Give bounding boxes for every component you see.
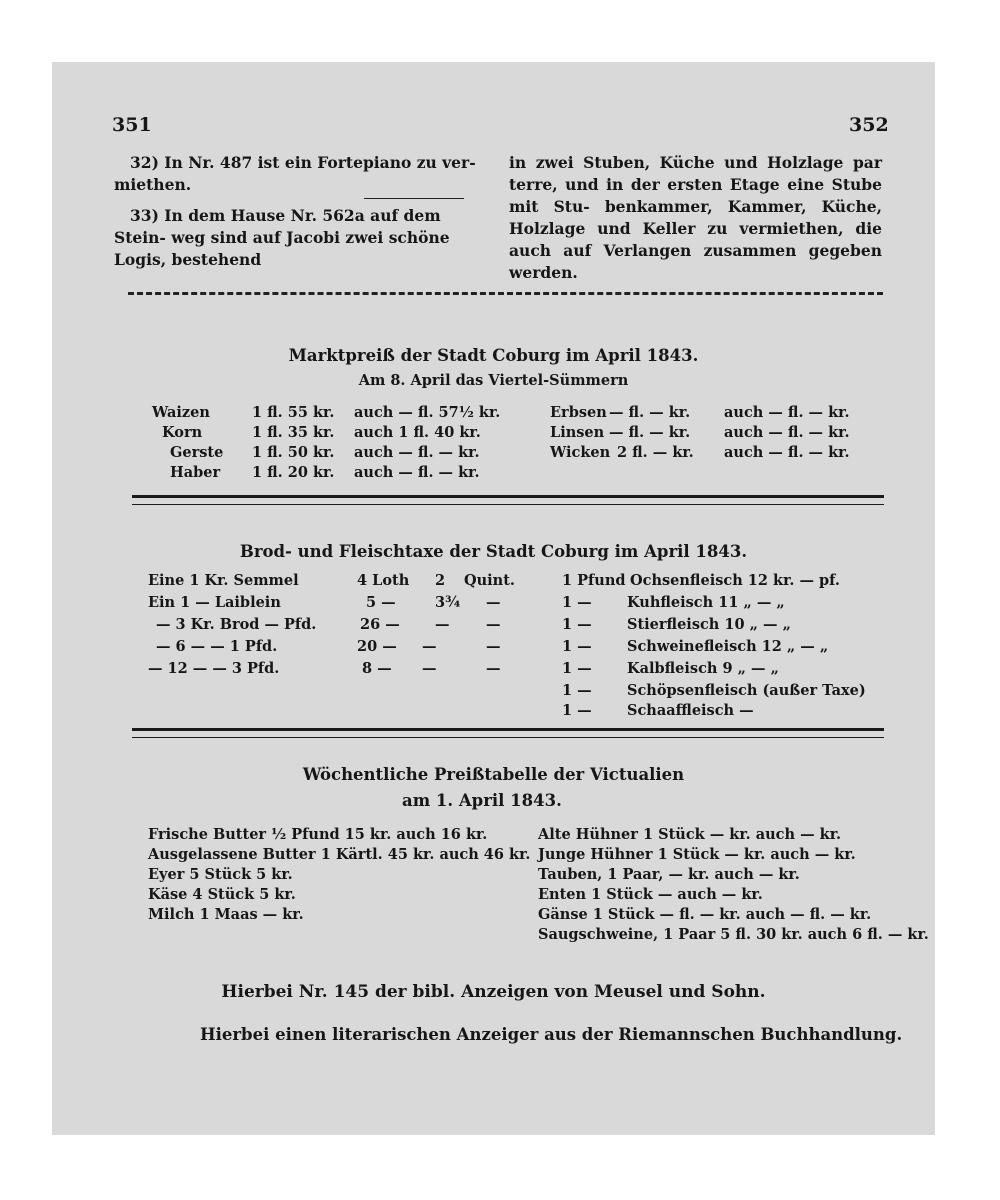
meat-price: Schaaffleisch — — [627, 702, 754, 719]
grain-price: 1 fl. 35 kr. — [252, 424, 335, 441]
grain-alt-price: auch — fl. — kr. — [724, 404, 850, 421]
meat-price: Ochsenfleisch 12 kr. — pf. — [630, 572, 840, 589]
ad-separator — [364, 198, 464, 199]
grain-alt-price: auch — fl. — kr. — [354, 464, 480, 481]
grain-alt-price: auch 1 fl. 40 kr. — [354, 424, 481, 441]
meat-qty: 1 Pfund — [562, 572, 626, 589]
grain-price: 2 fl. — kr. — [617, 444, 694, 461]
meat-qty: 1 — — [562, 702, 592, 719]
weekly-item: Junge Hühner 1 Stück — kr. auch — kr. — [538, 846, 856, 863]
page-number-right: 352 — [849, 114, 889, 136]
bread-weight-2: 3¾ — [435, 594, 461, 611]
section-divider-double — [132, 728, 884, 738]
grain-alt-price: auch — fl. 57½ kr. — [354, 404, 501, 421]
grain-price: — fl. — kr. — [609, 404, 691, 421]
bread-weight: 8 — — [362, 660, 392, 677]
grain-price: 1 fl. 55 kr. — [252, 404, 335, 421]
bread-item: — 6 — — 1 Pfd. — [156, 638, 278, 655]
bread-weight-2: — — [422, 660, 437, 677]
grain-name: Gerste — [170, 444, 224, 461]
section-divider-dashed — [128, 292, 883, 295]
weekly-item: Eyer 5 Stück 5 kr. — [148, 866, 293, 883]
grain-name: Korn — [162, 424, 203, 441]
weekly-item: Enten 1 Stück — auch — kr. — [538, 886, 763, 903]
meat-price: Kuhfleisch 11 „ — „ — [627, 594, 785, 611]
grain-price: 1 fl. 50 kr. — [252, 444, 335, 461]
ads-column-left — [114, 152, 484, 271]
ad-33-continued: in zwei Stuben, Küche und Holzlage par terre, und in der ersten Etage eine Stube mit Stu- benkammer, Kammer, Küche, Holzlage und Keller zu vermiethen, die auch auf Verlangen zusammen gegeben werden. — [509, 153, 882, 282]
weekly-item: Alte Hühner 1 Stück — kr. auch — kr. — [538, 826, 842, 843]
bread-weight-2: 2 — [435, 572, 446, 589]
bread-weight-3: — — [486, 638, 501, 655]
meat-price: Stierfleisch 10 „ — „ — [627, 616, 791, 633]
weekly-item: Käse 4 Stück 5 kr. — [148, 886, 296, 903]
ad-32: 32) In Nr. 487 ist ein Fortepiano zu ver- miethen. — [114, 153, 476, 194]
bread-item: — 12 — — 3 Pfd. — [148, 660, 280, 677]
grain-name: Haber — [170, 464, 221, 481]
weekly-item: Milch 1 Maas — kr. — [148, 906, 304, 923]
meat-price: Schöpsenfleisch (außer Taxe) — [627, 682, 866, 699]
page-number-left: 351 — [112, 114, 152, 136]
bread-weight-3: Quint. — [464, 572, 515, 589]
meat-qty: 1 — — [562, 616, 592, 633]
bread-item: Ein 1 — Laiblein — [148, 594, 281, 611]
grain-name: Wicken — [550, 444, 611, 461]
grain-name: Linsen — [550, 424, 605, 441]
weekly-date: am 1. April 1843. — [402, 791, 562, 810]
weekly-item: Saugschweine, 1 Paar 5 fl. 30 kr. auch 6 fl. — kr. — [538, 926, 929, 943]
ads-column-right — [509, 152, 882, 284]
bread-weight-3: — — [486, 616, 501, 633]
bread-weight-2: — — [422, 638, 437, 655]
grain-alt-price: auch — fl. — kr. — [354, 444, 480, 461]
grain-name: Erbsen — [550, 404, 607, 421]
weekly-item: Ausgelassene Butter 1 Kärtl. 45 kr. auch 46 kr. — [148, 846, 531, 863]
grain-alt-price: auch — fl. — kr. — [724, 444, 850, 461]
meat-qty: 1 — — [562, 660, 592, 677]
weekly-item: Tauben, 1 Paar, — kr. auch — kr. — [538, 866, 800, 883]
bread-item: Eine 1 Kr. Semmel — [148, 572, 299, 589]
weekly-item: Frische Butter ½ Pfund 15 kr. auch 16 kr. — [148, 826, 488, 843]
meat-price: Kalbfleisch 9 „ — „ — [627, 660, 779, 677]
meat-qty: 1 — — [562, 594, 592, 611]
meat-qty: 1 — — [562, 682, 592, 699]
market-subtitle: Am 8. April das Viertel-Sümmern — [358, 372, 629, 389]
ad-33: 33) In dem Hause Nr. 562a auf dem Stein- weg sind auf Jacobi zwei schöne Logis, bestehend — [114, 206, 450, 269]
scanned-page — [52, 62, 935, 1135]
weekly-title: Wöchentliche Preißtabelle der Victualien — [302, 765, 685, 784]
bread-weight-2: — — [435, 616, 450, 633]
section-divider-double — [132, 495, 884, 505]
bread-weight: 26 — — [360, 616, 400, 633]
notice-bibl-anzeigen: Hierbei Nr. 145 der bibl. Anzeigen von Meusel und Sohn. — [221, 982, 766, 1002]
grain-price: 1 fl. 20 kr. — [252, 464, 335, 481]
bread-item: — 3 Kr. Brod — Pfd. — [156, 616, 317, 633]
notice-literary: Hierbei einen literarischen Anzeiger aus der Riemannschen Buchhandlung. — [200, 1025, 903, 1044]
grain-name: Waizen — [152, 404, 210, 421]
weekly-item: Gänse 1 Stück — fl. — kr. auch — fl. — kr. — [538, 906, 872, 923]
bread-weight-3: — — [486, 660, 501, 677]
bread-weight: 4 Loth — [357, 572, 410, 589]
grain-price: — fl. — kr. — [609, 424, 691, 441]
bread-title: Brod- und Fleischtaxe der Stadt Coburg im April 1843. — [239, 542, 748, 561]
bread-weight-3: — — [486, 594, 501, 611]
bread-weight: 5 — — [366, 594, 396, 611]
grain-alt-price: auch — fl. — kr. — [724, 424, 850, 441]
meat-qty: 1 — — [562, 638, 592, 655]
meat-price: Schweinefleisch 12 „ — „ — [627, 638, 829, 655]
bread-weight: 20 — — [357, 638, 397, 655]
market-title: Marktpreiß der Stadt Coburg im April 1843. — [288, 346, 699, 365]
